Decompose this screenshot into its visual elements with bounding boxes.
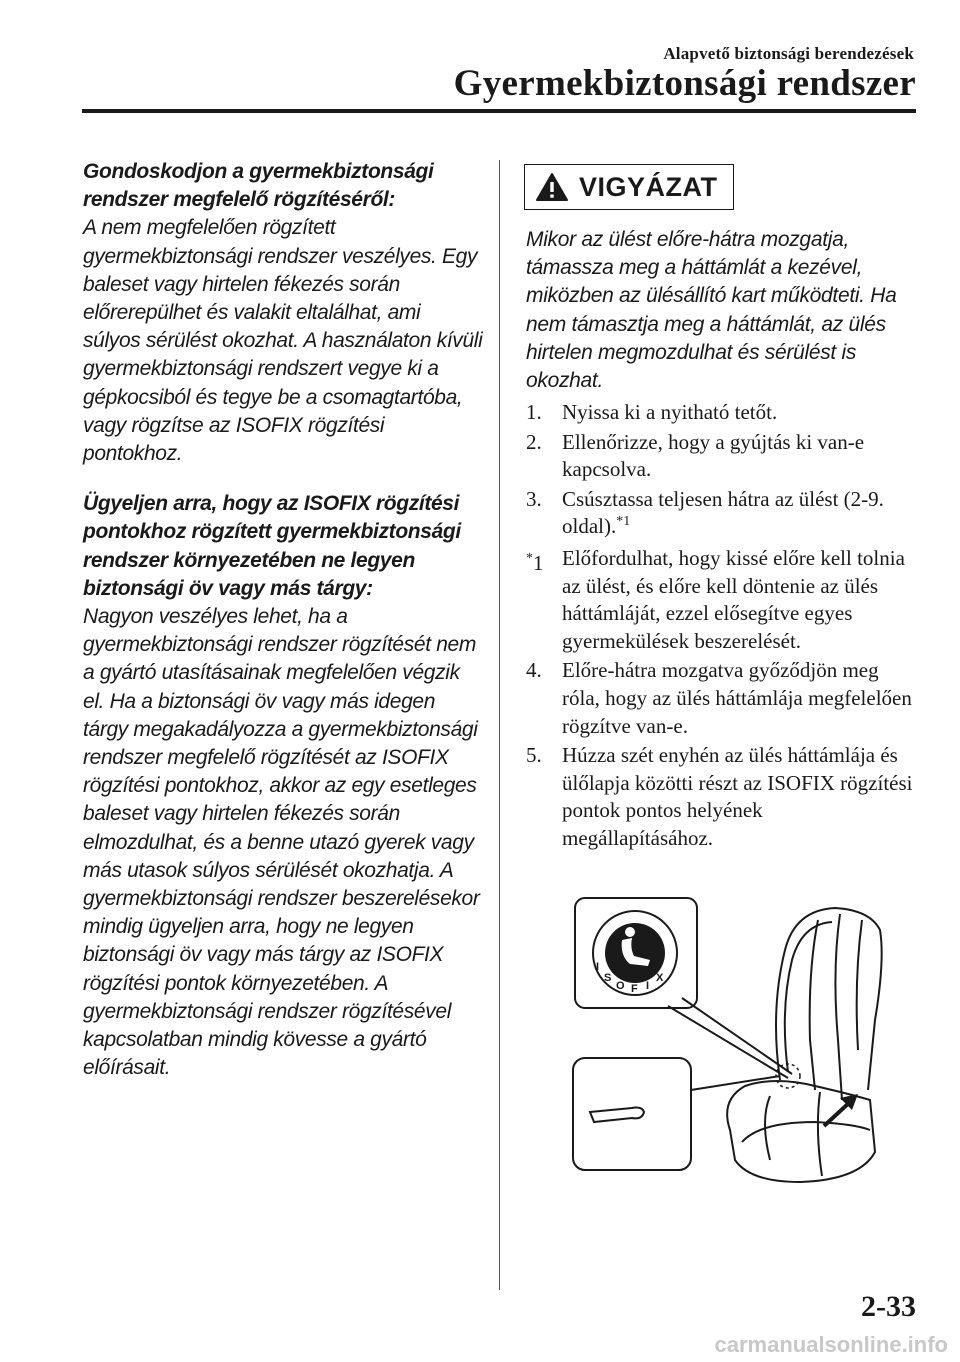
warning-title: Gondoskodjon a gyermekbiztonsági rendszer megfelelő rögzítéséről: [83, 160, 434, 212]
footnote-number: 1 [533, 550, 544, 575]
warning-triangle-icon [535, 172, 569, 202]
footnote [526, 545, 916, 655]
step-text: Nyissa ki a nyitható tetőt. [562, 400, 778, 424]
left-column [83, 158, 483, 1105]
isofix-letter: X [656, 972, 664, 984]
isofix-symbol-inset [575, 898, 697, 1008]
warning-block-fastening [83, 158, 483, 468]
watermark: carmanualsonline.info [714, 1332, 948, 1357]
step-text: Előre-hátra mozgatva győződjön meg róla, hogy az ülés háttámlája megfelelően rögzítve van-e. [562, 658, 912, 738]
step-text: Húzza szét enyhén az ülés háttámlája és ülőlapja közötti részt az ISOFIX rögzítési pontok pontos helyének megállapításához. [562, 743, 913, 850]
footnote-ref: *1 [616, 514, 631, 530]
section-header: Alapvető biztonsági berendezések [663, 44, 914, 63]
warning-block-isofix [83, 490, 483, 1082]
page-number: 2-33 [861, 1290, 916, 1323]
step-item [526, 429, 916, 484]
step-number: 5. [526, 743, 542, 768]
step-text-with-ref [562, 486, 916, 541]
footnote-star: * [526, 550, 533, 566]
footnote-mark [526, 545, 562, 655]
footnote-text: Előfordulhat, hogy kissé előre kell tolnia az ülést, és előre kell döntenie az ülés háttámláját, ezzel elősegítve egyes gyermekülések beszerelését. [562, 545, 905, 653]
warning-title: Ügyeljen arra, hogy az ISOFIX rögzítési pontokhoz rögzített gyermekbiztonsági rendszer környezetében ne legyen biztonsági öv vagy más tárgy: [83, 492, 461, 600]
warning-text: Nagyon veszélyes lehet, ha a gyermekbiztonsági rendszer rögzítését nem a gyártó utasításainak megfelelően végzik el. Ha a biztonsági öv vagy más idegen tárgy megakadályozza a gyermekbiztonsági rendszer megfelelő rögzítését az ISOFIX rögzítési pontokhoz, akkor az egy esetleges baleset vagy hirtelen fékezés során elmozdulhat, és a benne utazó gyerek vagy más utasok súlyos sérülését okozhatja. A gyermekbiztonsági rendszer beszerelésekor mindig ügyeljen arra, hogy ne legyen biztonsági öv vagy más tárgy az ISOFIX rögzítési pontok környezetében. A gyermekbiztonsági rendszer rögzítésével kapcsolatban mindig kövesse a gyártó előírásait. [83, 605, 480, 1080]
seat-isofix-illustration [570, 890, 890, 1190]
step-text: Ellenőrizze, hogy a gyújtás ki van-e kapcsolva. [562, 429, 865, 482]
caution-label: VIGYÁZAT [579, 171, 718, 202]
instruction-steps [526, 399, 916, 855]
step-number: 3. [526, 486, 542, 511]
step-text: Csúsztassa teljesen hátra az ülést (2-9. oldal). [562, 486, 884, 539]
step-number: 4. [526, 658, 542, 683]
isofix-letter: O [616, 980, 625, 992]
seat-gap-inset [573, 1058, 691, 1170]
step-item [526, 742, 916, 852]
page-title: Gyermekbiztonsági rendszer [453, 63, 916, 104]
step-item [526, 657, 916, 740]
step-item [526, 486, 916, 541]
step-item [526, 399, 916, 427]
isofix-letter: I [596, 961, 600, 973]
step-number: 2. [526, 429, 542, 454]
isofix-letter: F [631, 983, 638, 995]
step-number: 1. [526, 400, 542, 424]
isofix-letter: S [604, 972, 612, 984]
direction-arrow [824, 1094, 858, 1126]
caution-box [524, 164, 734, 210]
column-divider [499, 160, 500, 1290]
isofix-letter: I [646, 980, 650, 992]
header-rule [82, 109, 916, 113]
caution-text: Mikor az ülést előre-hátra mozgatja, támassza meg a háttámlát a kezével, miközben az ülésállító kart működteti. Ha nem támasztja meg a háttámlát, az ülés hirtelen megmozdulhat és sérülést is okozhat. [526, 228, 897, 393]
warning-text: A nem megfelelően rögzített gyermekbiztonsági rendszer veszélyes. Egy baleset vagy hirtelen fékezés során előrerepülhet és valakit eltalálhat, ami súlyos sérülést okozhat. A használaton kívüli gyermekbiztonsági rendszert vegye ki a gépkocsiból és tegye be a csomagtartóba, vagy rögzítse az ISOFIX rögzítési pontokhoz. [83, 216, 483, 466]
